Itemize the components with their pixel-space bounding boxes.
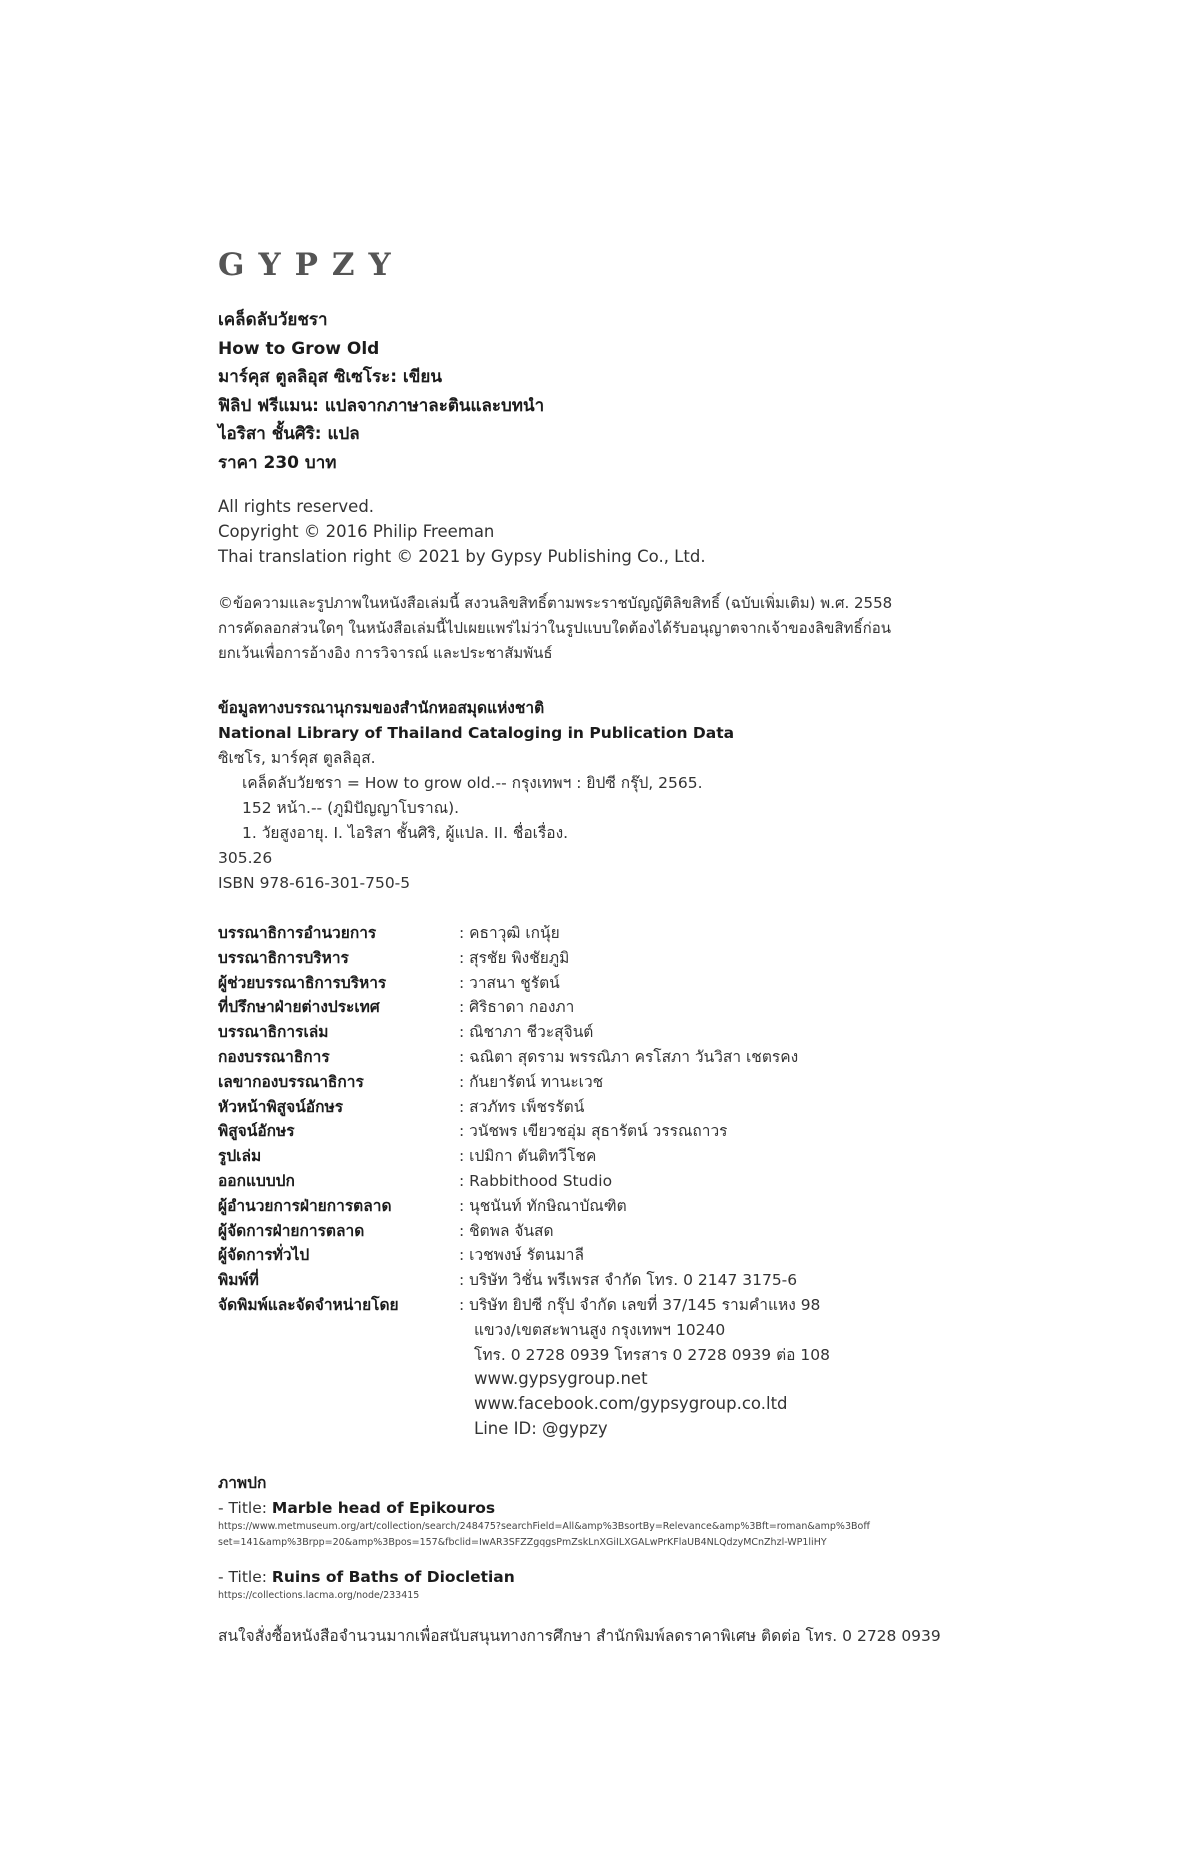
credit-name: : Rabbithood Studio	[459, 1171, 613, 1190]
cover-entry-title	[218, 1498, 1118, 1519]
rights-notice	[218, 494, 1118, 569]
publisher-facebook: www.facebook.com/gypsygroup.co.ltd	[474, 1394, 788, 1414]
credit-name: : นุชนันท์ ทักษิณาบัณฑิต	[459, 1196, 627, 1215]
translator-credit: ไอริสา ชั้นศิริ: แปล	[218, 424, 360, 444]
credit-name: : เปมิกา ตันติทวีโชค	[459, 1147, 597, 1166]
publisher-phone-line: โทร. 0 2728 0939 โทรสาร 0 2728 0939 ต่อ 108	[474, 1345, 830, 1364]
credit-name: : วนัชพร เขียวชอุ่ม สุธารัตน์ วรรณถาวร	[459, 1122, 728, 1141]
credit-role: รูปเล่ม	[218, 1147, 262, 1166]
cip-heading-thai: ข้อมูลทางบรรณานุกรมของสำนักหอสมุดแห่งชาติ	[218, 699, 545, 717]
legal-line: ยกเว้นเพื่อการอ้างอิง การวิจารณ์ และประชาสัมพันธ์	[218, 644, 553, 662]
credit-name: : คธาวุฒิ เกนุ้ย	[459, 924, 560, 942]
credit-row	[218, 1194, 1118, 1219]
credit-name: : กันยารัตน์ ทานะเวช	[459, 1072, 604, 1091]
editor-credit: ฟิลิป ฟรีแมน: แปลจากภาษาละตินและบทนำ	[218, 395, 545, 416]
credit-row	[218, 971, 1118, 996]
credit-row	[218, 921, 1118, 946]
cover-entry-url: https://www.metmuseum.org/art/collection/search/248475?searchField=All&amp%3BsortBy=Relevance&amp%3Bft=roman&amp%3Boff	[218, 1520, 870, 1532]
cip-line: เคล็ดลับวัยชรา = How to grow old.-- กรุงเทพฯ : ยิปซี กรุ๊ป, 2565.	[242, 774, 703, 792]
publisher-address-line: แขวง/เขตสะพานสูง กรุงเทพฯ 10240	[474, 1320, 726, 1339]
credit-role: พิมพ์ที่	[218, 1271, 259, 1290]
cip-line: 1. วัยสูงอายุ. I. ไอริสา ชั้นศิริ, ผู้แปล. II. ชื่อเรื่อง.	[242, 824, 569, 842]
rights-line: Copyright © 2016 Philip Freeman	[218, 522, 495, 541]
credit-row	[218, 1268, 1118, 1293]
staff-credits	[218, 921, 1118, 1442]
cover-entry-name: Marble head of Epikouros	[271, 1498, 496, 1517]
credit-name: : สุรชัย พิงชัยภูมิ	[459, 948, 570, 967]
price: ราคา 230 บาท	[218, 452, 337, 473]
cover-entry-title	[218, 1567, 1118, 1588]
credit-role: บรรณาธิการอำนวยการ	[218, 924, 377, 942]
copyright-page	[218, 246, 1118, 1649]
credit-role: บรรณาธิการบริหาร	[218, 948, 349, 967]
credit-role: ผู้ช่วยบรรณาธิการบริหาร	[218, 973, 387, 992]
cover-entry-name: Ruins of Baths of Diocletian	[271, 1567, 515, 1586]
credit-name: : บริษัท วิชั่น พรีเพรส จำกัด โทร. 0 2147 3175-6	[459, 1271, 798, 1290]
credit-name: : ฉณิตา สุดราม พรรณิภา ครโสภา วันวิสา เชตรคง	[459, 1047, 799, 1066]
credit-row	[218, 1293, 1118, 1318]
cip-line: ซิเซโร, มาร์คุส ตูลลิอุส.	[218, 749, 376, 767]
credit-name: : วาสนา ชูรัตน์	[459, 973, 560, 992]
cover-credits	[218, 1471, 1118, 1604]
credit-role: พิสูจน์อักษร	[218, 1122, 295, 1141]
credit-name: : เวชพงษ์ รัตนมาลี	[459, 1246, 585, 1265]
credit-name: : ชิตพล จันสด	[459, 1221, 554, 1240]
legal-line: การคัดลอกส่วนใดๆ ในหนังสือเล่มนี้ไปเผยแพร่ไม่ว่าในรูปแบบใดต้องได้รับอนุญาตจากเจ้าของลิขสิทธิ์ก่อน	[218, 619, 891, 637]
credit-role: ผู้จัดการฝ่ายการตลาด	[218, 1221, 365, 1240]
cip-line: 152 หน้า.-- (ภูมิปัญญาโบราณ).	[242, 799, 460, 817]
credit-name: : ณิชาภา ชีวะสุจินต์	[459, 1023, 594, 1042]
credit-row	[218, 1243, 1118, 1268]
legal-notice	[218, 591, 1118, 666]
publisher-line-id: Line ID: @gypzy	[474, 1418, 608, 1438]
author-credit: มาร์คุส ตูลลิอุส ซิเซโระ: เขียน	[218, 367, 442, 387]
cataloging-data	[218, 696, 1118, 896]
cip-heading-english: National Library of Thailand Cataloging in Publication Data	[218, 724, 735, 742]
credit-role: บรรณาธิการเล่ม	[218, 1023, 329, 1042]
credit-role: จัดพิมพ์และจัดจำหน่ายโดย	[218, 1295, 399, 1314]
book-title-thai: เคล็ดลับวัยชรา	[218, 310, 328, 330]
bulk-order-notice: สนใจสั่งซื้อหนังสือจำนวนมากเพื่อสนับสนุนทางการศึกษา สำนักพิมพ์ลดราคาพิเศษ ติดต่อ โทร. 0 2728 0939	[218, 1626, 941, 1645]
cover-entry-prefix: - Title:	[218, 1567, 272, 1586]
credit-row	[218, 1119, 1118, 1144]
credit-row	[218, 1219, 1118, 1244]
rights-line: Thai translation right © 2021 by Gypsy Publishing Co., Ltd.	[218, 547, 706, 566]
credit-row	[218, 946, 1118, 971]
publisher-logo: GYPZY	[218, 247, 405, 283]
credit-name: : สวภัทร เพ็ชรรัตน์	[459, 1097, 585, 1116]
credit-row	[218, 1144, 1118, 1169]
cip-line: 305.26	[218, 849, 273, 867]
isbn: ISBN 978-616-301-750-5	[218, 874, 411, 892]
credit-role: กองบรรณาธิการ	[218, 1047, 330, 1066]
credit-role: ที่ปรึกษาฝ่ายต่างประเทศ	[218, 998, 380, 1017]
credit-row	[218, 1045, 1118, 1070]
credit-name: : บริษัท ยิปซี กรุ๊ป จำกัด เลขที่ 37/145 รามคำแหง 98	[459, 1295, 821, 1314]
credit-role: ออกแบบปก	[218, 1171, 295, 1190]
cover-entry-prefix: - Title:	[218, 1498, 272, 1517]
book-info	[218, 306, 1118, 477]
credit-role: เลขากองบรรณาธิการ	[218, 1072, 364, 1091]
credit-row	[218, 1020, 1118, 1045]
credit-row	[218, 1095, 1118, 1120]
rights-line: All rights reserved.	[218, 497, 375, 516]
book-title-english: How to Grow Old	[218, 338, 380, 359]
cover-entry-url: set=141&amp%3Brpp=20&amp%3Bpos=157&fbclid=IwAR3SFZZgqgsPmZskLnXGiILXGALwPrKFlaUB4NLQdzyMCnZhzl-WP1liHY	[218, 1536, 827, 1548]
credit-role: หัวหน้าพิสูจน์อักษร	[218, 1097, 344, 1116]
credit-role: ผู้อำนวยการฝ่ายการตลาด	[218, 1196, 392, 1215]
cover-heading: ภาพปก	[218, 1473, 267, 1492]
credit-name: : ศิริธาดา กองภา	[459, 998, 575, 1017]
credit-row	[218, 1169, 1118, 1194]
credit-row	[218, 1070, 1118, 1095]
credit-role: ผู้จัดการทั่วไป	[218, 1246, 310, 1265]
credit-row	[218, 995, 1118, 1020]
cover-entry-url: https://collections.lacma.org/node/233415	[218, 1589, 420, 1601]
publisher-website: www.gypsygroup.net	[474, 1369, 648, 1389]
legal-line: ©ข้อความและรูปภาพในหนังสือเล่มนี้ สงวนลิขสิทธิ์ตามพระราชบัญญัติลิขสิทธิ์ (ฉบับเพิ่มเติม) พ.ศ. 2558	[218, 594, 893, 612]
